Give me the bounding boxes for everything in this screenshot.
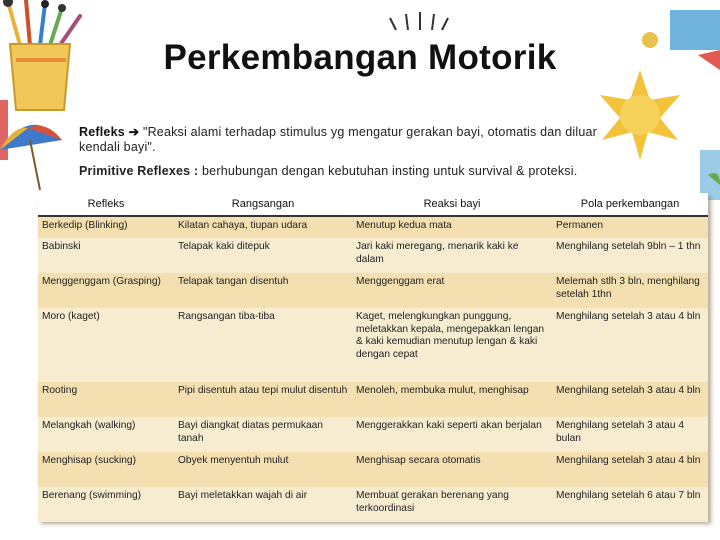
table-cell: Moro (kaget) xyxy=(42,311,100,322)
reflex-table xyxy=(38,193,708,522)
table-cell: Menghilang setelah 6 atau 7 bln xyxy=(556,490,701,501)
table-cell: Kaget, melengkungkan punggung, meletakkan kepala, mengepakkan lengan & kaki kemudian menutup lengan & kaki dengan cepat xyxy=(356,311,545,360)
table-cell: Melemah stlh 3 bln, menghilang setelah 1thn xyxy=(556,276,700,300)
table-cell: Berenang (swimming) xyxy=(42,490,142,501)
table-cell: Menggenggam erat xyxy=(356,276,445,287)
primitive-reflexes-line xyxy=(79,164,679,178)
table-row xyxy=(38,238,708,273)
reflex-definition-text: "Reaksi alami terhadap stimulus yg mengatur gerakan bayi, otomatis dan diluar kendali bayi". xyxy=(79,125,598,154)
reflex-table-container xyxy=(38,193,708,520)
table-row xyxy=(38,417,708,452)
column-header: Pola perkembangan xyxy=(552,193,708,216)
page-title: Perkembangan Motorik xyxy=(163,38,557,77)
paint-splash-icon xyxy=(380,8,460,38)
table-cell: Membuat gerakan berenang yang terkoordinasi xyxy=(356,490,509,514)
primitive-reflexes-label: Primitive Reflexes : xyxy=(79,164,199,178)
table-header-row xyxy=(38,193,708,216)
table-cell: Menutup kedua mata xyxy=(356,220,452,231)
column-header: Reaksi bayi xyxy=(352,193,552,216)
table-cell: Menghisap (sucking) xyxy=(42,455,136,466)
table-row xyxy=(38,382,708,417)
table-cell: Rangsangan tiba-tiba xyxy=(178,311,275,322)
table-cell: Rooting xyxy=(42,385,78,396)
table-cell: Menghilang setelah 3 atau 4 bln xyxy=(556,385,701,396)
table-cell: Jari kaki meregang, menarik kaki ke dalam xyxy=(356,241,519,265)
primitive-reflexes-text: berhubungan dengan kebutuhan insting untuk survival & proteksi. xyxy=(202,164,578,178)
table-cell: Pipi disentuh atau tepi mulut disentuh xyxy=(178,385,348,396)
table-cell: Menoleh, membuka mulut, menghisap xyxy=(356,385,529,396)
arrow-icon: ➔ xyxy=(128,125,140,139)
table-cell: Bayi diangkat diatas permukaan tanah xyxy=(178,420,323,444)
table-cell: Obyek menyentuh mulut xyxy=(178,455,289,466)
table-row xyxy=(38,308,708,382)
table-cell: Bayi meletakkan wajah di air xyxy=(178,490,308,501)
table-row xyxy=(38,216,708,238)
table-cell: Permanen xyxy=(556,220,604,231)
table-row xyxy=(38,452,708,487)
table-cell: Menghilang setelah 3 atau 4 bln xyxy=(556,455,701,466)
table-cell: Menghisap secara otomatis xyxy=(356,455,481,466)
column-header: Refleks xyxy=(38,193,174,216)
table-cell: Telapak tangan disentuh xyxy=(178,276,289,287)
table-cell: Berkedip (Blinking) xyxy=(42,220,128,231)
table-cell: Babinski xyxy=(42,241,81,252)
table-cell: Telapak kaki ditepuk xyxy=(178,241,270,252)
table-cell: Menghilang setelah 3 atau 4 bln xyxy=(556,311,701,322)
table-row xyxy=(38,487,708,522)
table-cell: Menghilang setelah 3 atau 4 bulan xyxy=(556,420,685,444)
table-row xyxy=(38,273,708,308)
reflex-definition xyxy=(79,125,639,155)
table-cell: Kilatan cahaya, tiupan udara xyxy=(178,220,308,231)
table-cell: Menggerakkan kaki seperti akan berjalan xyxy=(356,420,542,431)
table-cell: Menggenggam (Grasping) xyxy=(42,276,161,287)
table-cell: Melangkah (walking) xyxy=(42,420,136,431)
table-cell: Menghilang setelah 9bln – 1 thn xyxy=(556,241,701,252)
column-header: Rangsangan xyxy=(174,193,352,216)
reflex-label: Refleks xyxy=(79,125,125,139)
